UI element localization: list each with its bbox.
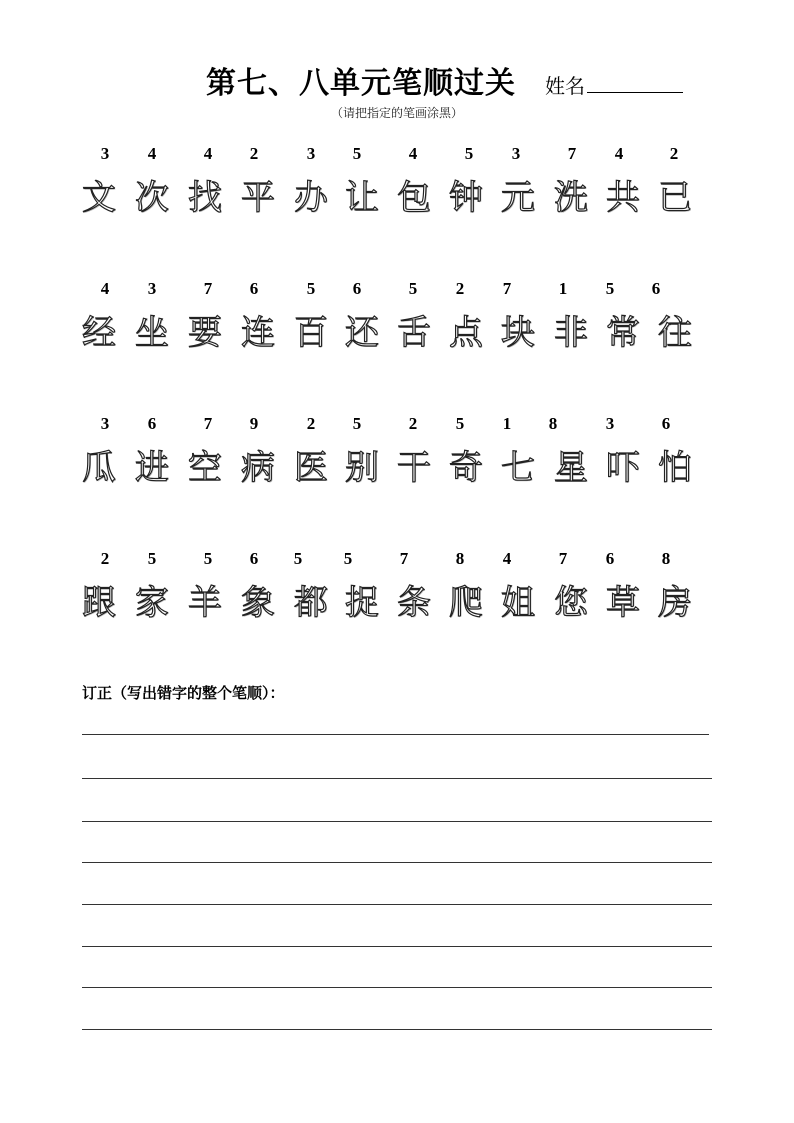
outline-character[interactable]: 爬: [449, 583, 483, 623]
outline-character[interactable]: 都: [294, 583, 328, 623]
outline-character[interactable]: 钟: [449, 178, 483, 218]
outline-character[interactable]: 常: [606, 313, 640, 353]
outline-character[interactable]: 洗: [554, 178, 588, 218]
writing-line[interactable]: [82, 946, 712, 947]
stroke-number: 7: [399, 549, 409, 568]
stroke-number: 5: [455, 414, 465, 433]
outline-character[interactable]: 共: [606, 178, 640, 218]
stroke-number: 1: [558, 279, 568, 298]
stroke-number: 7: [203, 414, 213, 433]
outline-character[interactable]: 您: [554, 583, 588, 623]
stroke-number: 4: [408, 144, 418, 163]
outline-character[interactable]: 元: [501, 178, 535, 218]
stroke-number: 7: [558, 549, 568, 568]
writing-line[interactable]: [82, 987, 712, 988]
outline-character[interactable]: 坐: [135, 313, 169, 353]
outline-character[interactable]: 吓: [606, 448, 640, 488]
stroke-number: 6: [661, 414, 671, 433]
stroke-number: 5: [343, 549, 353, 568]
stroke-number: 5: [293, 549, 303, 568]
outline-character[interactable]: 捉: [345, 583, 379, 623]
outline-character[interactable]: 经: [82, 313, 116, 353]
outline-character[interactable]: 舌: [397, 313, 431, 353]
outline-character[interactable]: 姐: [501, 583, 535, 623]
outline-character[interactable]: 非: [554, 313, 588, 353]
character-row: [0, 144, 794, 244]
name-blank-line[interactable]: [587, 92, 683, 93]
outline-character[interactable]: 条: [397, 583, 431, 623]
outline-character[interactable]: 瓜: [82, 448, 116, 488]
stroke-number: 3: [100, 144, 110, 163]
outline-character[interactable]: 连: [241, 313, 275, 353]
stroke-number: 5: [306, 279, 316, 298]
outline-character[interactable]: 七: [501, 448, 535, 488]
outline-character[interactable]: 往: [658, 313, 692, 353]
stroke-number: 3: [306, 144, 316, 163]
stroke-number: 7: [502, 279, 512, 298]
writing-line[interactable]: [82, 904, 712, 905]
outline-character[interactable]: 象: [241, 583, 275, 623]
stroke-number: 2: [100, 549, 110, 568]
writing-line[interactable]: [82, 862, 712, 863]
stroke-number: 5: [352, 414, 362, 433]
stroke-number: 6: [147, 414, 157, 433]
outline-character[interactable]: 平: [241, 178, 275, 218]
outline-character[interactable]: 要: [188, 313, 222, 353]
stroke-number: 6: [249, 279, 259, 298]
outline-character[interactable]: 房: [658, 583, 692, 623]
stroke-number: 6: [249, 549, 259, 568]
stroke-number: 6: [605, 549, 615, 568]
outline-character[interactable]: 家: [135, 583, 169, 623]
outline-character[interactable]: 点: [449, 313, 483, 353]
outline-character[interactable]: 还: [345, 313, 379, 353]
stroke-number: 8: [661, 549, 671, 568]
outline-character[interactable]: 医: [294, 448, 328, 488]
outline-character[interactable]: 已: [658, 178, 692, 218]
stroke-number: 4: [100, 279, 110, 298]
stroke-number: 6: [352, 279, 362, 298]
outline-character[interactable]: 空: [188, 448, 222, 488]
character-row: [0, 279, 794, 379]
stroke-number: 2: [306, 414, 316, 433]
outline-character[interactable]: 块: [501, 313, 535, 353]
stroke-number: 4: [614, 144, 624, 163]
stroke-number: 5: [147, 549, 157, 568]
name-label: 姓名: [545, 74, 585, 98]
stroke-number: 6: [651, 279, 661, 298]
stroke-number: 3: [147, 279, 157, 298]
correction-label: 订正（写出错字的整个笔顺）：: [82, 684, 285, 702]
outline-character[interactable]: 跟: [82, 583, 116, 623]
page-title: 第七、八单元笔顺过关: [206, 66, 516, 101]
outline-character[interactable]: 让: [345, 178, 379, 218]
outline-character[interactable]: 次: [135, 178, 169, 218]
stroke-number: 5: [464, 144, 474, 163]
stroke-number: 5: [408, 279, 418, 298]
outline-character[interactable]: 办: [294, 178, 328, 218]
stroke-number: 2: [408, 414, 418, 433]
stroke-number: 4: [203, 144, 213, 163]
stroke-number: 2: [455, 279, 465, 298]
instruction-subtitle: （请把指定的笔画涂黑）: [330, 106, 463, 120]
writing-line[interactable]: [82, 778, 712, 779]
stroke-number: 2: [669, 144, 679, 163]
stroke-number: 4: [147, 144, 157, 163]
stroke-number: 1: [502, 414, 512, 433]
stroke-number: 5: [352, 144, 362, 163]
outline-character[interactable]: 进: [135, 448, 169, 488]
outline-character[interactable]: 文: [82, 178, 116, 218]
outline-character[interactable]: 怕: [658, 448, 692, 488]
stroke-number: 8: [548, 414, 558, 433]
outline-character[interactable]: 找: [188, 178, 222, 218]
outline-character[interactable]: 干: [397, 448, 431, 488]
stroke-number: 7: [567, 144, 577, 163]
stroke-number: 4: [502, 549, 512, 568]
writing-line[interactable]: [82, 821, 712, 822]
title-row: [0, 56, 794, 106]
outline-character[interactable]: 百: [294, 313, 328, 353]
outline-character[interactable]: 星: [554, 448, 588, 488]
outline-character[interactable]: 别: [345, 448, 379, 488]
character-row: [0, 414, 794, 514]
writing-line[interactable]: [82, 734, 709, 735]
stroke-number: 8: [455, 549, 465, 568]
outline-character[interactable]: 羊: [188, 583, 222, 623]
outline-character[interactable]: 草: [606, 583, 640, 623]
outline-character[interactable]: 病: [241, 448, 275, 488]
stroke-number: 7: [203, 279, 213, 298]
stroke-number: 3: [511, 144, 521, 163]
stroke-number: 5: [605, 279, 615, 298]
stroke-number: 3: [100, 414, 110, 433]
stroke-number: 2: [249, 144, 259, 163]
stroke-number: 5: [203, 549, 213, 568]
writing-line[interactable]: [82, 1029, 712, 1030]
outline-character[interactable]: 包: [397, 178, 431, 218]
character-row: [0, 549, 794, 649]
stroke-number: 3: [605, 414, 615, 433]
stroke-number: 9: [249, 414, 259, 433]
outline-character[interactable]: 奇: [449, 448, 483, 488]
